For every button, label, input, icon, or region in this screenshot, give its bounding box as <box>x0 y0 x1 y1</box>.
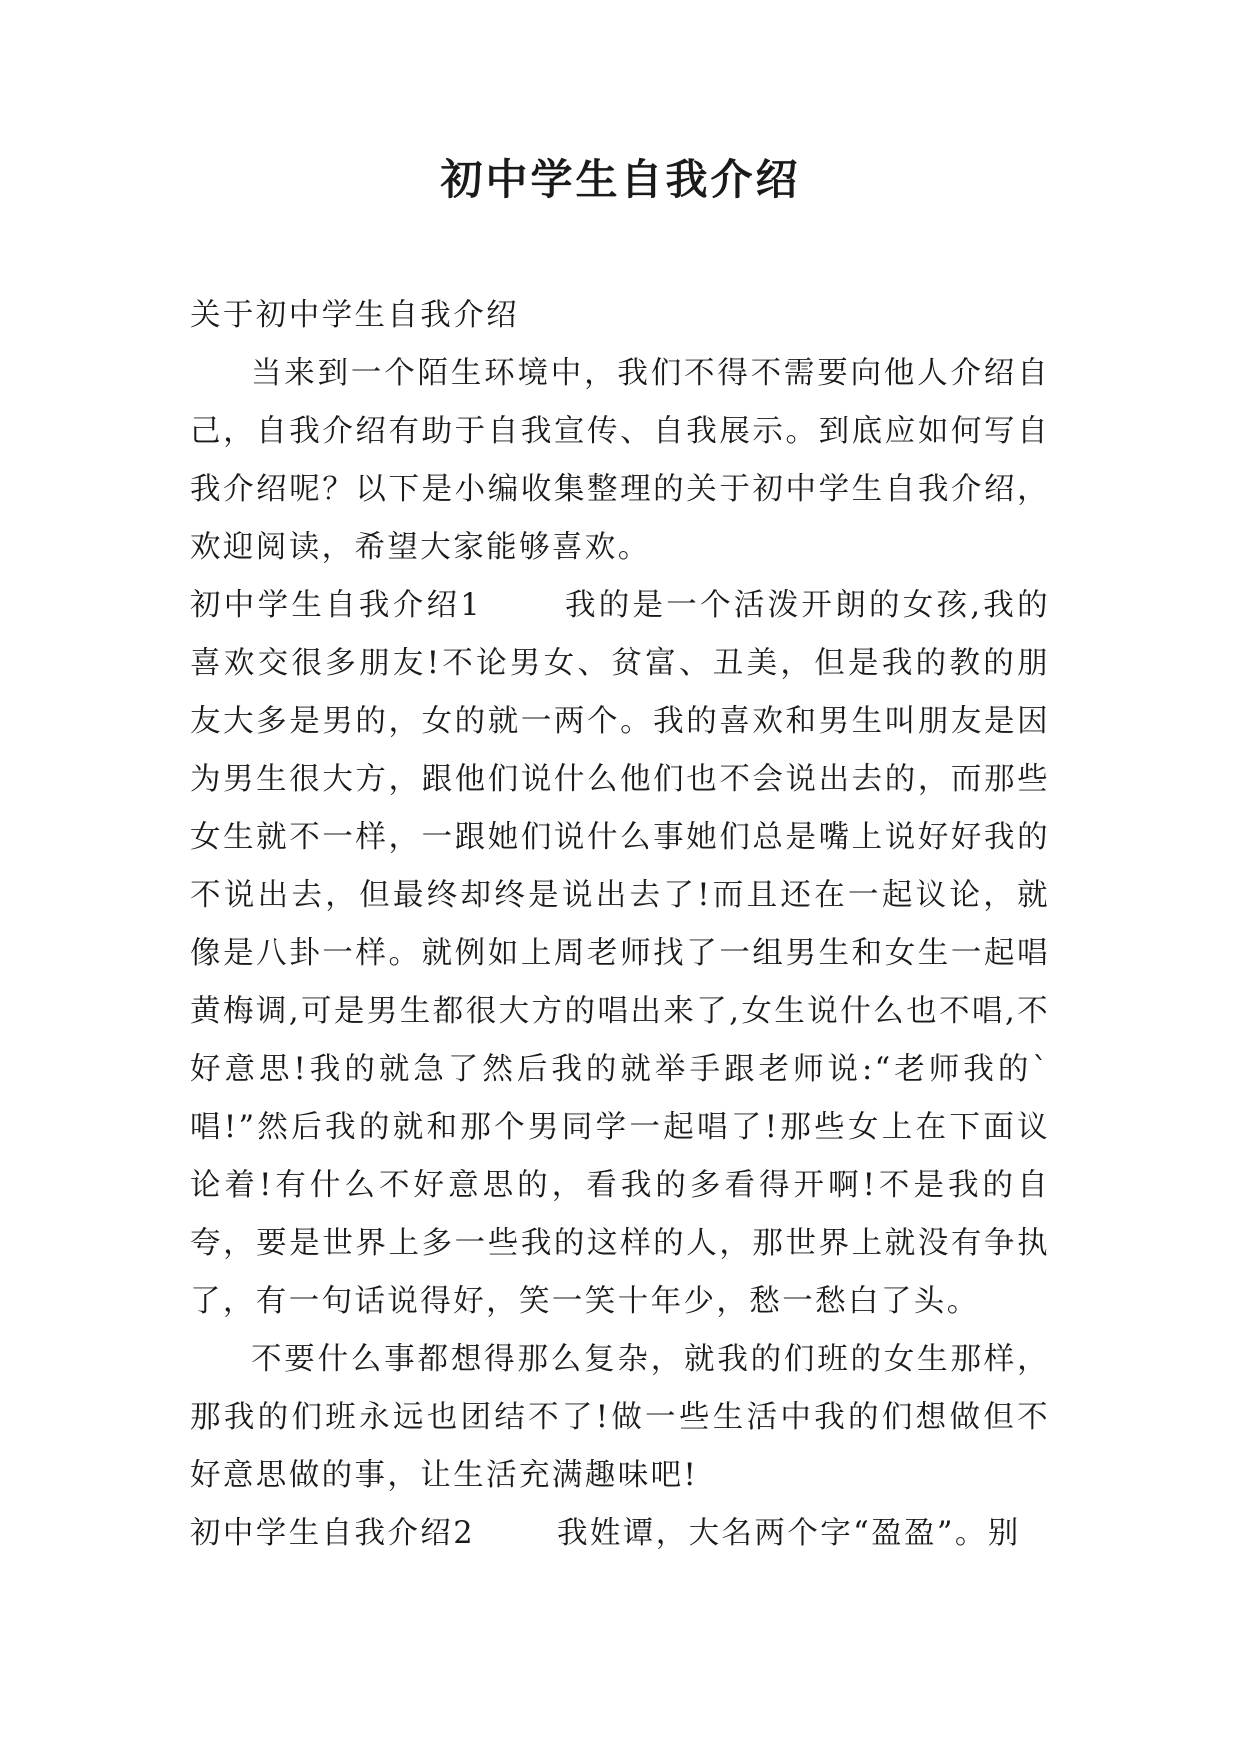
document-body <box>190 287 1050 1563</box>
section-2-heading: 初中学生自我介绍2 <box>190 1516 476 1551</box>
section-1-text: 我的是一个活泼开朗的女孩,我的喜欢交很多朋友!不论男女、贫富、丑美，但是我的教的朋友大多是男的，女的就一两个。我的喜欢和男生叫朋友是因为男生很大方，跟他们说什么他们也不会说出去的，而那些女生就不一样，一跟她们说什么事她们总是嘴上说好好我的不说出去，但最终却终是说出去了!而且还在一起议论，就像是八卦一样。就例如上周老师找了一组男生和女生一起唱黄梅调,可是男生都很大方的唱出来了,女生说什么也不唱,不好意思!我的就急了然后我的就举手跟老师说:“老师我的`唱!”然后我的就和那个男同学一起唱了!那些女上在下面议论着!有什么不好意思的，看我的多看得开啊!不是我的自夸，要是世界上多一些我的这样的人，那世界上就没有争执了，有一句话说得好，笑一笑十年少，愁一愁白了头。 <box>190 588 1050 1319</box>
section-2-paragraph <box>190 1505 1050 1563</box>
section-2-text: 我姓谭，大名两个字“盈盈”。别 <box>557 1516 1021 1551</box>
subtitle: 关于初中学生自我介绍 <box>190 298 519 333</box>
section-1-paragraph <box>190 577 1050 1331</box>
document-title: 初中学生自我介绍 <box>440 155 801 204</box>
section-1-paragraph-2: 不要什么事都想得那么复杂，就我的们班的女生那样，那我的们班永远也团结不了!做一些生活中我的们想做但不好意思做的事，让生活充满趣味吧! <box>190 1342 1050 1493</box>
section-1-heading: 初中学生自我介绍1 <box>190 588 483 623</box>
intro-paragraph: 当来到一个陌生环境中，我们不得不需要向他人介绍自己，自我介绍有助于自我宣传、自我展示。到底应如何写自我介绍呢？以下是小编收集整理的关于初中学生自我介绍，欢迎阅读，希望大家能够喜欢。 <box>190 356 1050 565</box>
